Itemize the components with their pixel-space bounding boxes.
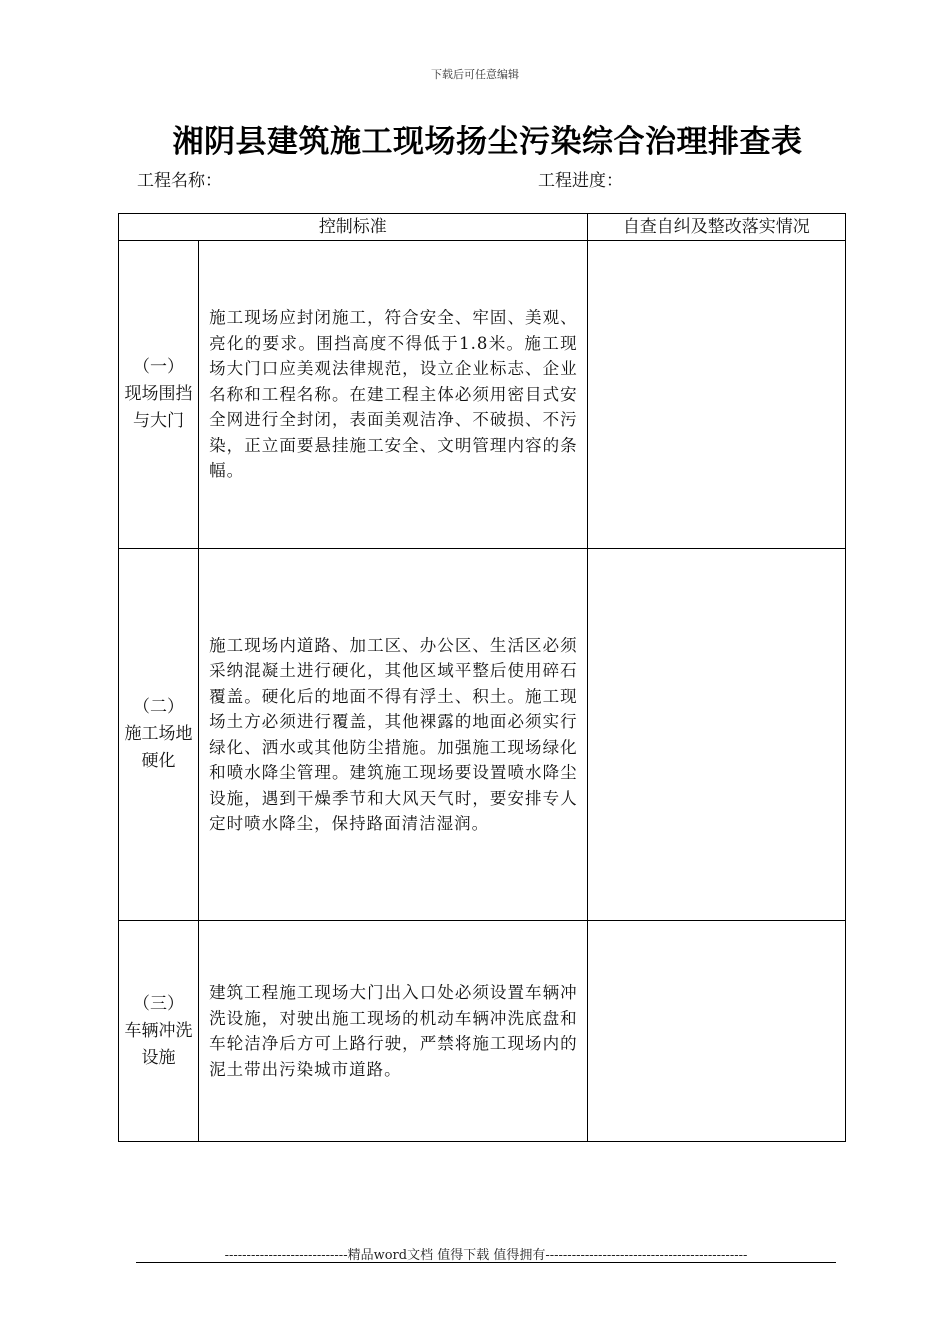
result-cell[interactable] xyxy=(587,921,845,1142)
item-number: （三） xyxy=(133,993,185,1014)
table-row xyxy=(119,921,846,1142)
item-number: （一） xyxy=(133,357,185,377)
item-cell xyxy=(119,921,199,1142)
result-cell[interactable] xyxy=(587,549,845,921)
item-name: 车辆冲洗设施 xyxy=(124,1020,193,1068)
item-name: 现场围挡与大门 xyxy=(124,384,193,431)
item-cell xyxy=(119,241,199,549)
result-cell[interactable] xyxy=(587,241,845,549)
project-name-label: 工程名称： xyxy=(137,171,222,191)
inspection-table xyxy=(118,213,846,1142)
header-note: 下载后可任意编辑 xyxy=(431,68,519,81)
table-header-row xyxy=(119,214,846,241)
page-title: 湘阴县建筑施工现场扬尘污染综合治理排查表 xyxy=(172,124,803,160)
standard-text: 建筑工程施工现场大门出入口处必须设置车辆冲洗设施，对驶出施工现场的机动车辆冲洗底盘和车轮洁净后方可上路行驶，严禁将施工现场内的泥土带出污染城市道路。 xyxy=(199,921,588,1142)
header-result: 自查自纠及整改落实情况 xyxy=(587,214,845,241)
standard-text: 施工现场应封闭施工，符合安全、牢固、美观、亮化的要求。围挡高度不得低于1.8米。施工现场大门口应美观法律规范，设立企业标志、企业名称和工程名称。在建工程主体必须用密目式安全网进行全封闭，表面美观洁净、不破损、不污染，正立面要悬挂施工安全、文明管理内容的条幅。 xyxy=(199,241,588,549)
footer-text: ----------------------------精品word文档 值得下载 值得拥有---------------------------------------------- xyxy=(224,1248,748,1263)
header-standard: 控制标准 xyxy=(119,214,588,241)
item-cell xyxy=(119,549,199,921)
table-row xyxy=(119,241,846,549)
footer-divider xyxy=(136,1262,836,1263)
standard-text: 施工现场内道路、加工区、办公区、生活区必须采纳混凝土进行硬化，其他区域平整后使用碎石覆盖。硬化后的地面不得有浮土、积土。施工现场土方必须进行覆盖，其他裸露的地面必须实行绿化、洒水或其他防尘措施。加强施工现场绿化和喷水降尘管理。建筑施工现场要设置喷水降尘设施，遇到干燥季节和大风天气时，要安排专人定时喷水降尘，保持路面清洁湿润。 xyxy=(199,549,588,921)
item-name: 施工场地硬化 xyxy=(124,724,193,771)
table-row xyxy=(119,549,846,921)
item-number: （二） xyxy=(133,697,185,717)
project-progress-label: 工程进度： xyxy=(538,171,623,191)
